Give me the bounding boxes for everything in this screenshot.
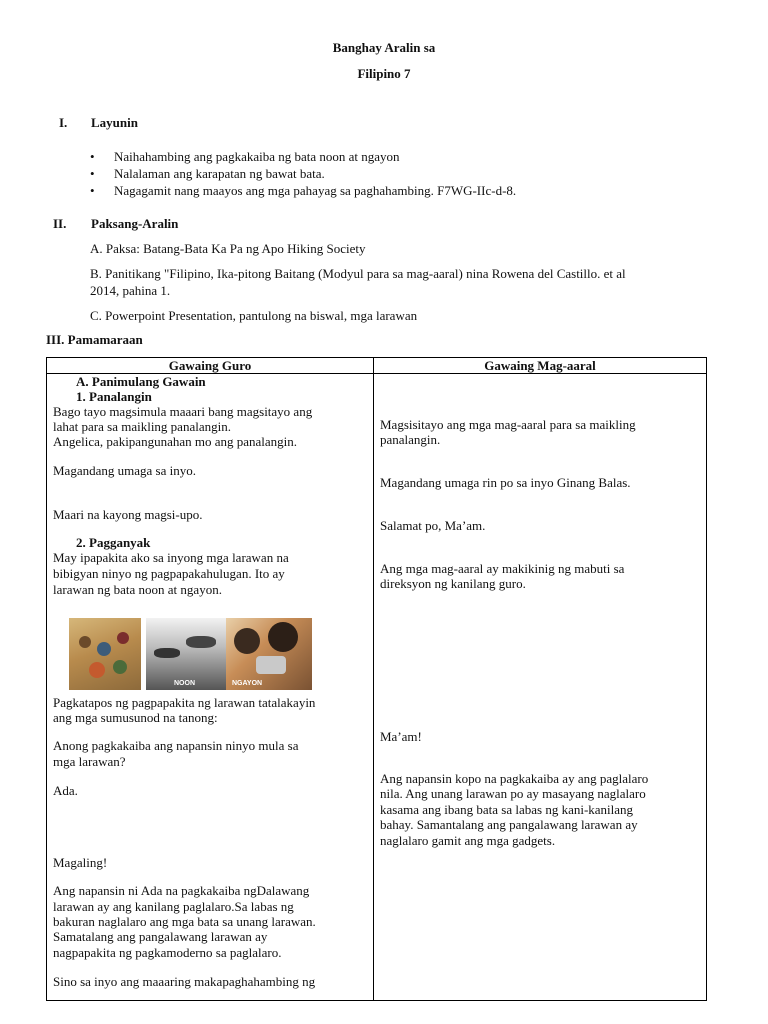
mag-aaral-text: naglalaro gamit ang mga gadgets.: [380, 833, 556, 848]
guro-text: mga larawan?: [53, 754, 126, 769]
guro-text: bakuran naglalaro ang mga bata sa unang larawan.: [53, 914, 316, 929]
guro-text: May ipapakita ako sa inyong mga larawan na: [53, 550, 289, 565]
guro-text: Maari na kayong magsi-upo.: [53, 507, 203, 522]
photo-children-with-gadgets: [226, 618, 312, 690]
section-number: II.: [53, 216, 67, 231]
objectives-list: [90, 148, 516, 199]
caption-ngayon: NGAYON: [232, 680, 263, 687]
photo-noon-ngayon: [146, 618, 226, 690]
guro-text: Ang napansin ni Ada na pagkakaiba ngDalawang: [53, 883, 310, 898]
guro-text: Sino sa inyo ang maaaring makapaghahambing ng: [53, 974, 316, 989]
guro-text: nagpapakita ng pagkamoderno sa paglalaro.: [53, 945, 282, 960]
objective-item: • Nalalaman ang karapatan ng bawat bata.: [90, 165, 516, 182]
mag-aaral-text: Ma’am!: [380, 729, 422, 744]
guro-text: larawan ng bata noon at ngayon.: [53, 582, 222, 597]
subheading-panalangin: 1. Panalangin: [76, 389, 152, 404]
mag-aaral-text: kasama ang ibang bata sa labas ng kani-kanilang: [380, 802, 634, 817]
mag-aaral-text: nila. Ang unang larawan po ay masayang naglalaro: [380, 786, 646, 801]
section-heading-paksang-aralin: [53, 216, 178, 232]
mag-aaral-column: [374, 374, 707, 1001]
mag-aaral-text: Salamat po, Ma’am.: [380, 518, 486, 533]
mag-aaral-text: panalangin.: [380, 432, 441, 447]
mag-aaral-text: Magandang umaga rin po sa inyo Ginang Balas.: [380, 475, 631, 490]
guro-text: Angelica, pakipangunahan mo ang panalangin.: [53, 434, 298, 449]
guro-text: Samatalang ang pangalawang larawan ay: [53, 929, 268, 944]
mag-aaral-text: direksyon ng kanilang guro.: [380, 576, 526, 591]
mag-aaral-text: Magsisitayo ang mga mag-aaral para sa maikling: [380, 417, 636, 432]
guro-text: Ada.: [53, 783, 78, 798]
guro-text: lahat para sa maikling panalangin.: [53, 419, 231, 434]
guro-text: Pagkatapos ng pagpapakita ng larawan tatalakayin: [53, 695, 316, 710]
panitikan-line-2: 2014, pahina 1.: [90, 283, 171, 298]
panitikan-line-1: B. Panitikang "Filipino, Ika-pitong Baitang (Modyul para sa mag-aaral) nina Rowena del Castillo. et al: [90, 266, 626, 281]
subheading-panimulang-gawain: A. Panimulang Gawain: [76, 374, 206, 389]
paksa-line: A. Paksa: Batang-Bata Ka Pa ng Apo Hiking Society: [90, 241, 366, 256]
guro-column: [47, 374, 374, 1001]
guro-text: Bago tayo magsimula maaari bang magsitayo ang: [53, 404, 313, 419]
photo-children-playing-outdoors: [69, 618, 141, 690]
section-number: I.: [59, 115, 68, 130]
guro-text: ang mga sumusunod na tanong:: [53, 710, 218, 725]
kagamitan-line: C. Powerpoint Presentation, pantulong na biswal, mga larawan: [90, 308, 418, 323]
column-header-mag-aaral: Gawaing Mag-aaral: [374, 358, 707, 374]
section-heading-layunin: [59, 115, 138, 131]
guro-text: Anong pagkakaiba ang napansin ninyo mula sa: [53, 738, 299, 753]
guro-text: Magandang umaga sa inyo.: [53, 463, 196, 478]
section-title: Layunin: [91, 115, 138, 130]
mag-aaral-text: Ang mga mag-aaral ay makikinig ng mabuti sa: [380, 561, 625, 576]
caption-noon: NOON: [174, 680, 195, 687]
guro-text: Magaling!: [53, 855, 108, 870]
guro-text: bibigyan ninyo ng pagpapakahulugan. Ito ay: [53, 566, 285, 581]
mag-aaral-text: bahay. Samantalang ang pangalawang larawan ay: [380, 817, 638, 832]
section-heading-pamamaraan: III. Pamamaraan: [46, 332, 143, 347]
section-title: Paksang-Aralin: [91, 216, 179, 231]
procedure-table: [46, 357, 707, 1001]
mag-aaral-text: Ang napansin kopo na pagkakaiba ay ang paglalaro: [380, 771, 649, 786]
column-header-guro: Gawaing Guro: [47, 358, 374, 374]
document-subtitle: Filipino 7: [357, 66, 411, 81]
guro-text: larawan ay ang kanilang paglalaro.Sa labas ng: [53, 899, 294, 914]
objective-item: • Naihahambing ang pagkakaiba ng bata noon at ngayon: [90, 148, 516, 165]
objective-item: • Nagagamit nang maayos ang mga pahayag sa paghahambing. F7WG-IIc-d-8.: [90, 182, 516, 199]
document-title: Banghay Aralin sa: [332, 40, 436, 55]
subheading-pagganyak: 2. Pagganyak: [76, 535, 151, 550]
